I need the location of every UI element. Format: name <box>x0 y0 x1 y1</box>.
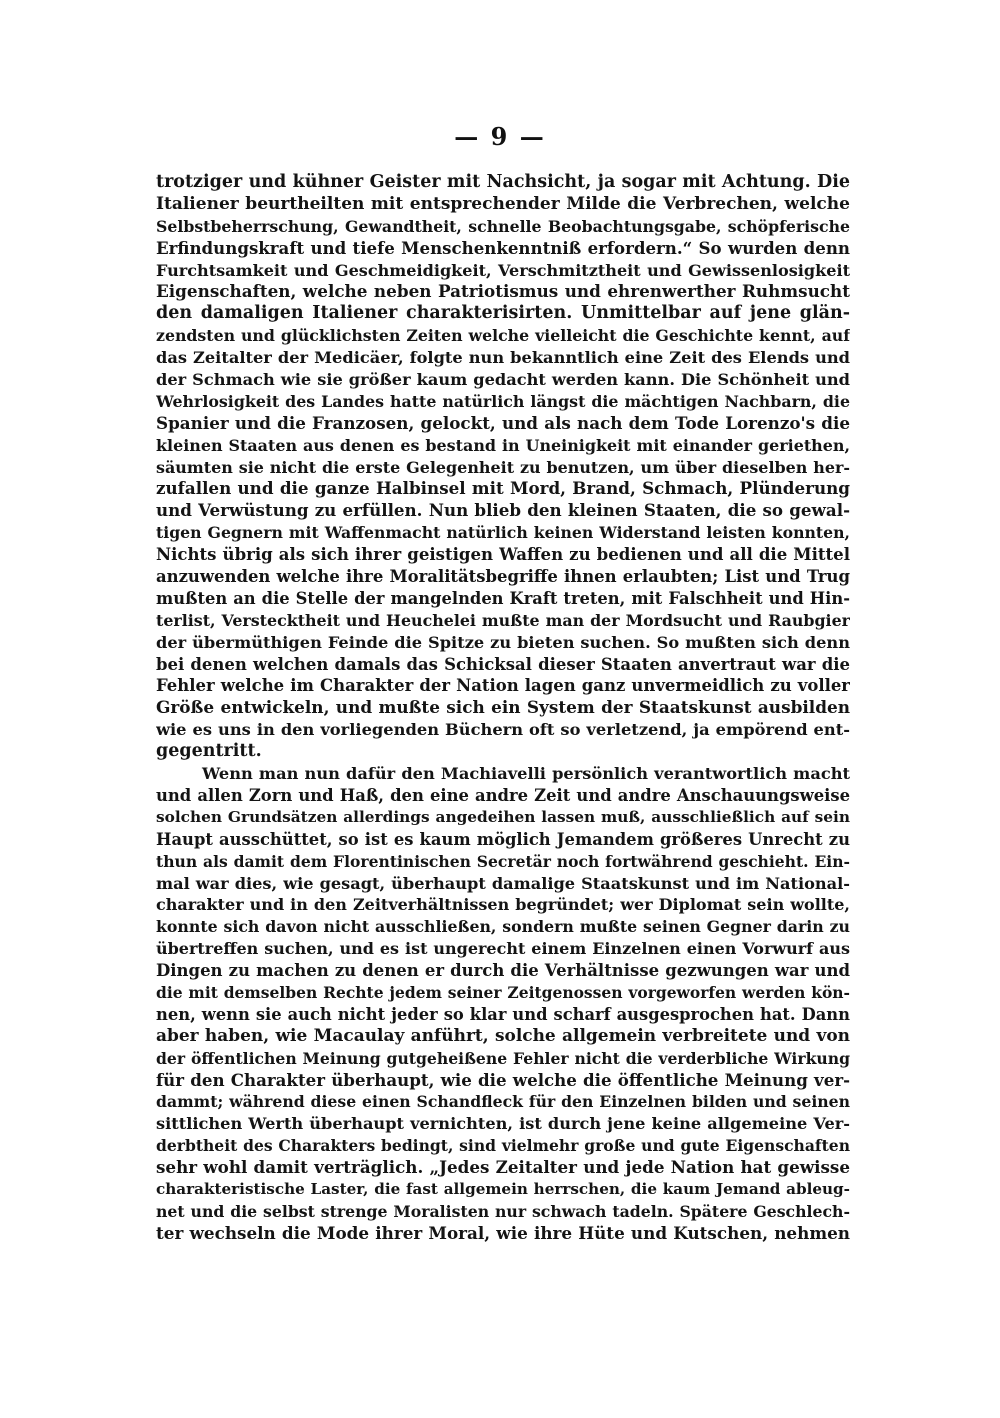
text-line: Dingen zu machen zu denen er durch die Verhältnisse gezwungen war und <box>156 961 850 981</box>
text-line: der Schmach wie sie größer kaum gedacht werden kann. Die Schönheit und <box>156 370 850 390</box>
text-line: mal war dies, wie gesagt, überhaupt damalige Staatskunst und im National- <box>156 873 850 893</box>
text-line: net und die selbst strenge Moralisten nur schwach tadeln. Spätere Geschlech- <box>156 1201 850 1221</box>
text-line: Nichts übrig als sich ihrer geistigen Waffen zu bedienen und all die Mittel <box>156 544 850 565</box>
text-line: und Verwüstung zu erfüllen. Nun blieb den kleinen Staaten, die so gewal- <box>156 500 850 521</box>
text-line: und allen Zorn und Haß, den eine andre Zeit und andre Anschauungsweise <box>156 785 850 805</box>
text-line: tigen Gegnern mit Waffenmacht natürlich keinen Widerstand leisten konnten, <box>156 523 850 543</box>
text-line: Italiener beurtheilten mit entsprechender Milde die Verbrechen, welche <box>156 193 850 214</box>
page-number: — 9 — <box>454 122 546 151</box>
text-line: Größe entwickeln, und mußte sich ein System der Staatskunst ausbilden <box>156 697 850 718</box>
text-line: Haupt ausschüttet, so ist es kaum möglich Jemandem größeres Unrecht zu <box>156 829 850 849</box>
text-line: terlist, Verstecktheit und Heuchelei mußte man der Mordsucht und Raubgier <box>156 610 850 630</box>
text-line: den damaligen Italiener charakterisirten. Unmittelbar auf jene glän- <box>156 303 850 324</box>
text-line: sittlichen Werth überhaupt vernichten, ist durch jene keine allgemeine Ver- <box>156 1114 850 1134</box>
text-line: die mit demselben Rechte jedem seiner Zeitgenossen vorgeworfen werden kön- <box>156 982 850 1002</box>
text-line: das Zeitalter der Medicäer, folgte nun bekanntlich eine Zeit des Elends und <box>156 348 850 368</box>
text-line: der übermüthigen Feinde die Spitze zu bieten suchen. So mußten sich denn <box>156 632 850 652</box>
body-text <box>156 172 850 1245</box>
text-line: Furchtsamkeit und Geschmeidigkeit, Verschmitztheit und Gewissenlosigkeit <box>156 260 850 280</box>
text-line: der öffentlichen Meinung gutgeheißene Fehler nicht die verderbliche Wirkung <box>156 1048 850 1068</box>
text-line: übertreffen suchen, und es ist ungerecht einem Einzelnen einen Vorwurf aus <box>156 939 850 959</box>
text-line: Wehrlosigkeit des Landes hatte natürlich längst die mächtigen Nachbarn, die <box>156 391 850 411</box>
text-line: Erfindungskraft und tiefe Menschenkenntniß erfordern.“ So wurden denn <box>156 237 850 258</box>
text-line: trotziger und kühner Geister mit Nachsicht, ja sogar mit Achtung. Die <box>156 172 850 192</box>
text-line: Eigenschaften, welche neben Patriotismus und ehrenwerther Ruhmsucht <box>156 281 850 302</box>
text-line: zufallen und die ganze Halbinsel mit Mord, Brand, Schmach, Plünderung <box>156 478 850 499</box>
text-line: nen, wenn sie auch nicht jeder so klar und scharf ausgesprochen hat. Dann <box>156 1004 850 1024</box>
text-line: solchen Grundsätzen allerdings angedeihen lassen muß, ausschließlich auf sein <box>156 807 850 826</box>
text-line: Fehler welche im Charakter der Nation lagen ganz unvermeidlich zu voller <box>156 676 850 696</box>
text-line: charakter und in den Zeitverhältnissen begründet; wer Diplomat sein wollte, <box>156 895 850 915</box>
text-line: gegentritt. <box>156 741 262 762</box>
text-line: säumten sie nicht die erste Gelegenheit zu benutzen, um über dieselben her- <box>156 457 850 477</box>
text-line: anzuwenden welche ihre Moralitätsbegriffe ihnen erlaubten; List und Trug <box>156 567 850 587</box>
text-line: derbtheit des Charakters bedingt, sind vielmehr große und gute Eigenschaften <box>156 1136 850 1156</box>
text-line: ter wechseln die Mode ihrer Moral, wie ihre Hüte und Kutschen, nehmen <box>156 1222 850 1243</box>
text-line: Spanier und die Franzosen, gelockt, und als nach dem Tode Lorenzo's die <box>156 412 850 433</box>
text-line: für den Charakter überhaupt, wie die welche die öffentliche Meinung ver- <box>156 1069 850 1090</box>
text-line: zendsten und glücklichsten Zeiten welche vielleicht die Geschichte kennt, auf <box>156 326 850 346</box>
text-line: sehr wohl damit verträglich. „Jedes Zeitalter und jede Nation hat gewisse <box>156 1157 850 1178</box>
text-line: dammt; während diese einen Schandfleck für den Einzelnen bilden und seinen <box>156 1092 850 1112</box>
text-line: bei denen welchen damals das Schicksal dieser Staaten anvertraut war die <box>156 654 850 674</box>
text-line: thun als damit dem Florentinischen Secretär noch fortwährend geschieht. Ein- <box>156 851 850 871</box>
text-line: Selbstbeherrschung, Gewandtheit, schnelle Beobachtungsgabe, schöpferische <box>156 216 850 236</box>
text-line: Wenn man nun dafür den Machiavelli persönlich verantwortlich macht <box>202 764 850 784</box>
text-line: konnte sich davon nicht ausschließen, sondern mußte seinen Gegner darin zu <box>156 917 850 937</box>
text-line: kleinen Staaten aus denen es bestand in Uneinigkeit mit einander geriethen, <box>156 435 850 455</box>
text-line: wie es uns in den vorliegenden Büchern oft so verletzend, ja empörend ent- <box>156 720 850 740</box>
text-line: charakteristische Laster, die fast allgemein herrschen, die kaum Jemand ableug- <box>156 1179 850 1198</box>
text-line: aber haben, wie Macaulay anführt, solche allgemein verbreitete und von <box>156 1025 850 1046</box>
text-line: mußten an die Stelle der mangelnden Kraft treten, mit Falschheit und Hin- <box>156 588 850 608</box>
